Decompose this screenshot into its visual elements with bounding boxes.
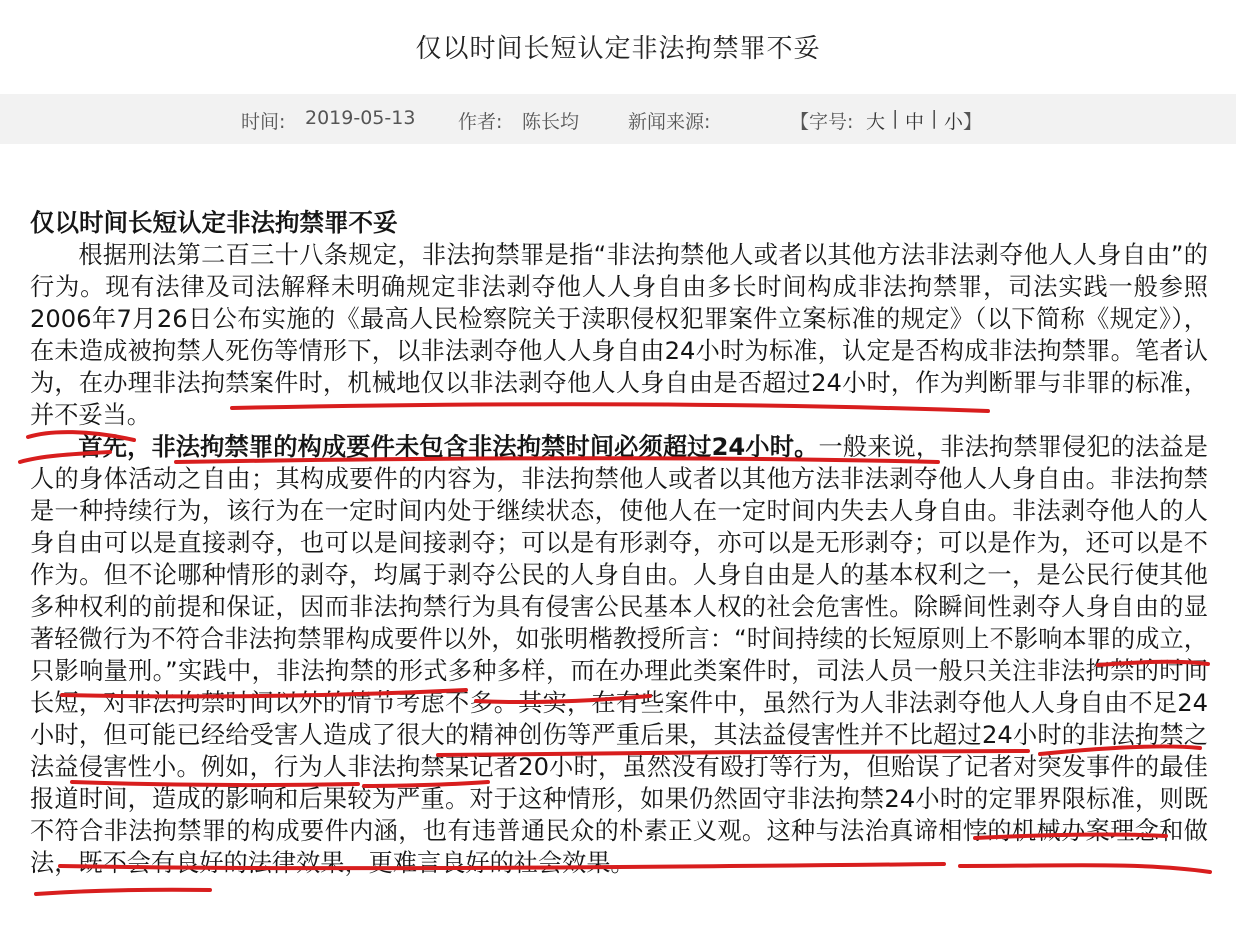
article-heading: 仅以时间长短认定非法拘禁罪不妥 xyxy=(30,208,398,237)
font-size-medium-link[interactable]: 中 xyxy=(905,111,925,133)
publish-time-label: 时间: xyxy=(241,111,286,133)
paragraph-text: 一般来说，非法拘禁罪侵犯的法益是人的身体活动之自由；其构成要件的内容为，非法拘禁他人或者以其他方法非法剥夺他人人身自由。非法拘禁是一种持续行为，该行为在一定时间内处于继续状态，使他人在一定时间内失去人身自由。非法剥夺他人的人身自由可以是直接剥夺，也可以是间接剥夺；可以是有形剥夺，亦可以是无形剥夺；可以是作为，还可以是不作为。但不论哪种情形的剥夺，均属于剥夺公民的人身自由。人身自由是人的基本权利之一，是公民行使其他多种权利的前提和保证，因而非法拘禁行为具有侵害公民基本人权的社会危害性。除瞬间性剥夺人身自由的显著轻微行为不符合非法拘禁罪构成要件以外，如张明楷教授所言：“时间持续的长短原则上不影响本罪的成立，只影响量刑。”实践中，非法拘禁的形式多种多样，而在办理此类案件时，司法人员一般只关注非法拘禁的时间长短，对非法拘禁时间以外的情节考虑不多。其实，在有些案件中，虽然行为人非法剥夺他人人身自由不足24小时，但可能已经给受害人造成了很大的精神创伤等严重后果，其法益侵害性并不比超过24小时的非法拘禁之法益侵害性小。例如，行为人非法拘禁某记者20小时，虽然没有殴打等行为，但贻误了记者对突发事件的最佳报道时间，造成的影响和后果较为严重。对于这种情形，如果仍然固守非法拘禁24小时的定罪界限标准，则既不符合非法拘禁罪的构成要件内涵，也有违普通民众的朴素正义观。这种与法治真谛相悖的机械办案理念和做法，既不会有良好的法律效果，更难言良好的社会效果。 xyxy=(30,433,1208,877)
font-size-label: 【字号: xyxy=(790,111,854,133)
article-body xyxy=(30,207,1208,879)
publish-time-value: 2019-05-13 xyxy=(305,107,416,129)
font-size-separator: | xyxy=(892,107,899,129)
font-size-large-link[interactable]: 大 xyxy=(866,111,886,133)
article-paragraph xyxy=(30,431,1208,879)
blurred-watermark xyxy=(1003,890,1225,922)
author-label: 作者: xyxy=(458,111,503,133)
font-size-small-link[interactable]: 小 xyxy=(944,111,964,133)
font-size-separator: | xyxy=(931,107,938,129)
red-underline xyxy=(36,890,210,894)
font-size-bracket: 】 xyxy=(963,111,983,133)
article-meta-bar xyxy=(0,94,1236,144)
bold-lead-sentence: 首先，非法拘禁罪的构成要件未包含非法拘禁时间必须超过24小时。 xyxy=(78,433,819,461)
article-paragraph: 根据刑法第二百三十八条规定，非法拘禁罪是指“非法拘禁他人或者以其他方法非法剥夺他人人身自由”的行为。现有法律及司法解释未明确规定非法剥夺他人人身自由多长时间构成非法拘禁罪，司法实践一般参照2006年7月26日公布实施的《最高人民检察院关于渎职侵权犯罪案件立案标准的规定》（以下简称《规定》），在未造成被拘禁人死伤等情形下，以非法剥夺他人人身自由24小时为标准，认定是否构成非法拘禁罪。笔者认为，在办理非法拘禁案件时，机械地仅以非法剥夺他人人身自由是否超过24小时，作为判断罪与非罪的标准，并不妥当。 xyxy=(30,241,1208,429)
author-value: 陈长均 xyxy=(522,111,580,133)
page-title: 仅以时间长短认定非法拘禁罪不妥 xyxy=(415,34,821,64)
news-source-label: 新闻来源: xyxy=(628,111,711,133)
